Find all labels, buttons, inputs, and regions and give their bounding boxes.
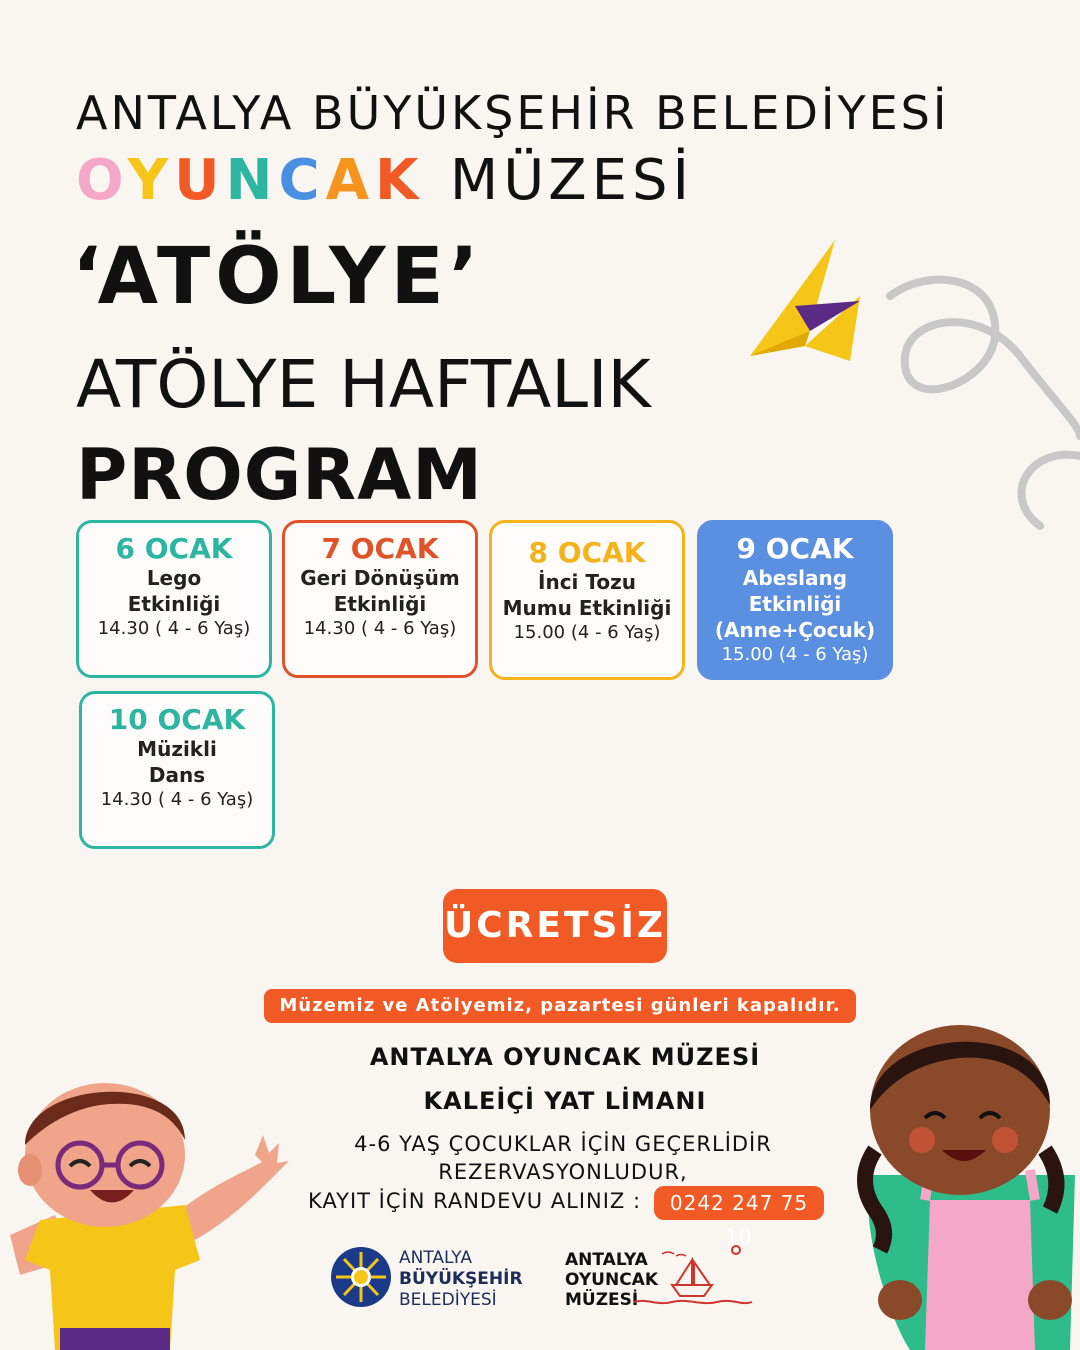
event-card-6-ocak — [76, 520, 272, 678]
museum-name: ANTALYA OYUNCAK MÜZESİ — [369, 1043, 761, 1071]
event-time: 14.30 ( 4 - 6 Yaş) — [303, 618, 457, 639]
paper-boat-logo-icon — [632, 1240, 754, 1310]
closed-note: Müzemiz ve Atölyemiz, pazartesi günleri kapalıdır. — [264, 989, 856, 1023]
event-title-1: Lego — [146, 566, 202, 590]
event-date: 8 OCAK — [528, 536, 646, 569]
museum-location: KALEİÇİ YAT LİMANI — [423, 1087, 707, 1115]
event-time: 15.00 (4 - 6 Yaş) — [513, 622, 661, 643]
event-title-2: Etkinliği — [333, 592, 427, 616]
event-title-2: Mumu Etkinliği — [502, 596, 672, 620]
event-card-9-ocak — [697, 520, 893, 680]
muzesi-word: MÜZESİ — [449, 148, 695, 213]
header-museum-title — [76, 148, 694, 213]
event-card-8-ocak — [489, 520, 685, 680]
event-card-7-ocak — [282, 520, 478, 678]
event-title-2: Etkinliği — [127, 592, 221, 616]
event-date: 10 OCAK — [108, 703, 246, 736]
phone-number[interactable]: 0242 247 75 10 — [654, 1186, 824, 1220]
event-title-1: Geri Dönüşüm — [300, 566, 460, 590]
municipality-logo-line1: ANTALYA — [399, 1248, 472, 1268]
oyuncak-letter: O — [76, 148, 128, 213]
event-title-3: (Anne+Çocuk) — [714, 618, 876, 642]
event-title-1: Müzikli — [137, 737, 217, 761]
oyuncak-word — [76, 148, 424, 213]
paper-plane-illustration — [700, 236, 1080, 536]
museum-logo-line3: MÜZESİ — [565, 1290, 639, 1310]
girl-illustration — [850, 1000, 1080, 1350]
program-title: PROGRAM — [76, 434, 483, 516]
event-title-2: Etkinliği — [748, 592, 842, 616]
event-title-1: İnci Tozu — [538, 570, 636, 594]
atolye-title: ‘ATÖLYE’ — [72, 232, 484, 322]
museum-logo-line1: ANTALYA — [565, 1250, 648, 1270]
museum-logo-line2: OYUNCAK — [565, 1270, 658, 1290]
boy-illustration — [0, 1060, 300, 1350]
oyuncak-letter: K — [374, 148, 425, 213]
event-title-1: Abeslang — [742, 566, 848, 590]
header-municipality: ANTALYA BÜYÜKŞEHİR BELEDİYESİ — [76, 86, 950, 140]
free-badge: ÜCRETSİZ — [443, 889, 667, 963]
appointment-info: KAYIT İÇİN RANDEVU ALINIZ : — [308, 1189, 642, 1213]
event-card-10-ocak — [79, 691, 275, 849]
event-title-2: Dans — [148, 763, 206, 787]
municipality-logo-line3: BELEDİYESİ — [399, 1290, 497, 1310]
oyuncak-letter: Y — [127, 148, 175, 213]
event-time: 14.30 ( 4 - 6 Yaş) — [100, 789, 254, 810]
event-date: 9 OCAK — [736, 532, 854, 565]
oyuncak-letter: A — [325, 148, 375, 213]
municipality-logo-line2: BÜYÜKŞEHİR — [399, 1269, 523, 1289]
event-time: 15.00 (4 - 6 Yaş) — [721, 644, 869, 665]
event-time: 14.30 ( 4 - 6 Yaş) — [97, 618, 251, 639]
oyuncak-letter: U — [174, 148, 226, 213]
event-date: 6 OCAK — [115, 532, 233, 565]
reservation-info: REZERVASYONLUDUR, — [438, 1160, 688, 1184]
event-date: 7 OCAK — [321, 532, 439, 565]
weekly-title: ATÖLYE HAFTALIK — [76, 346, 651, 423]
age-info: 4-6 YAŞ ÇOCUKLAR İÇİN GEÇERLİDİR — [354, 1132, 772, 1156]
oyuncak-letter: C — [278, 148, 326, 213]
municipality-sun-logo-icon — [330, 1246, 392, 1308]
oyuncak-letter: N — [225, 148, 279, 213]
